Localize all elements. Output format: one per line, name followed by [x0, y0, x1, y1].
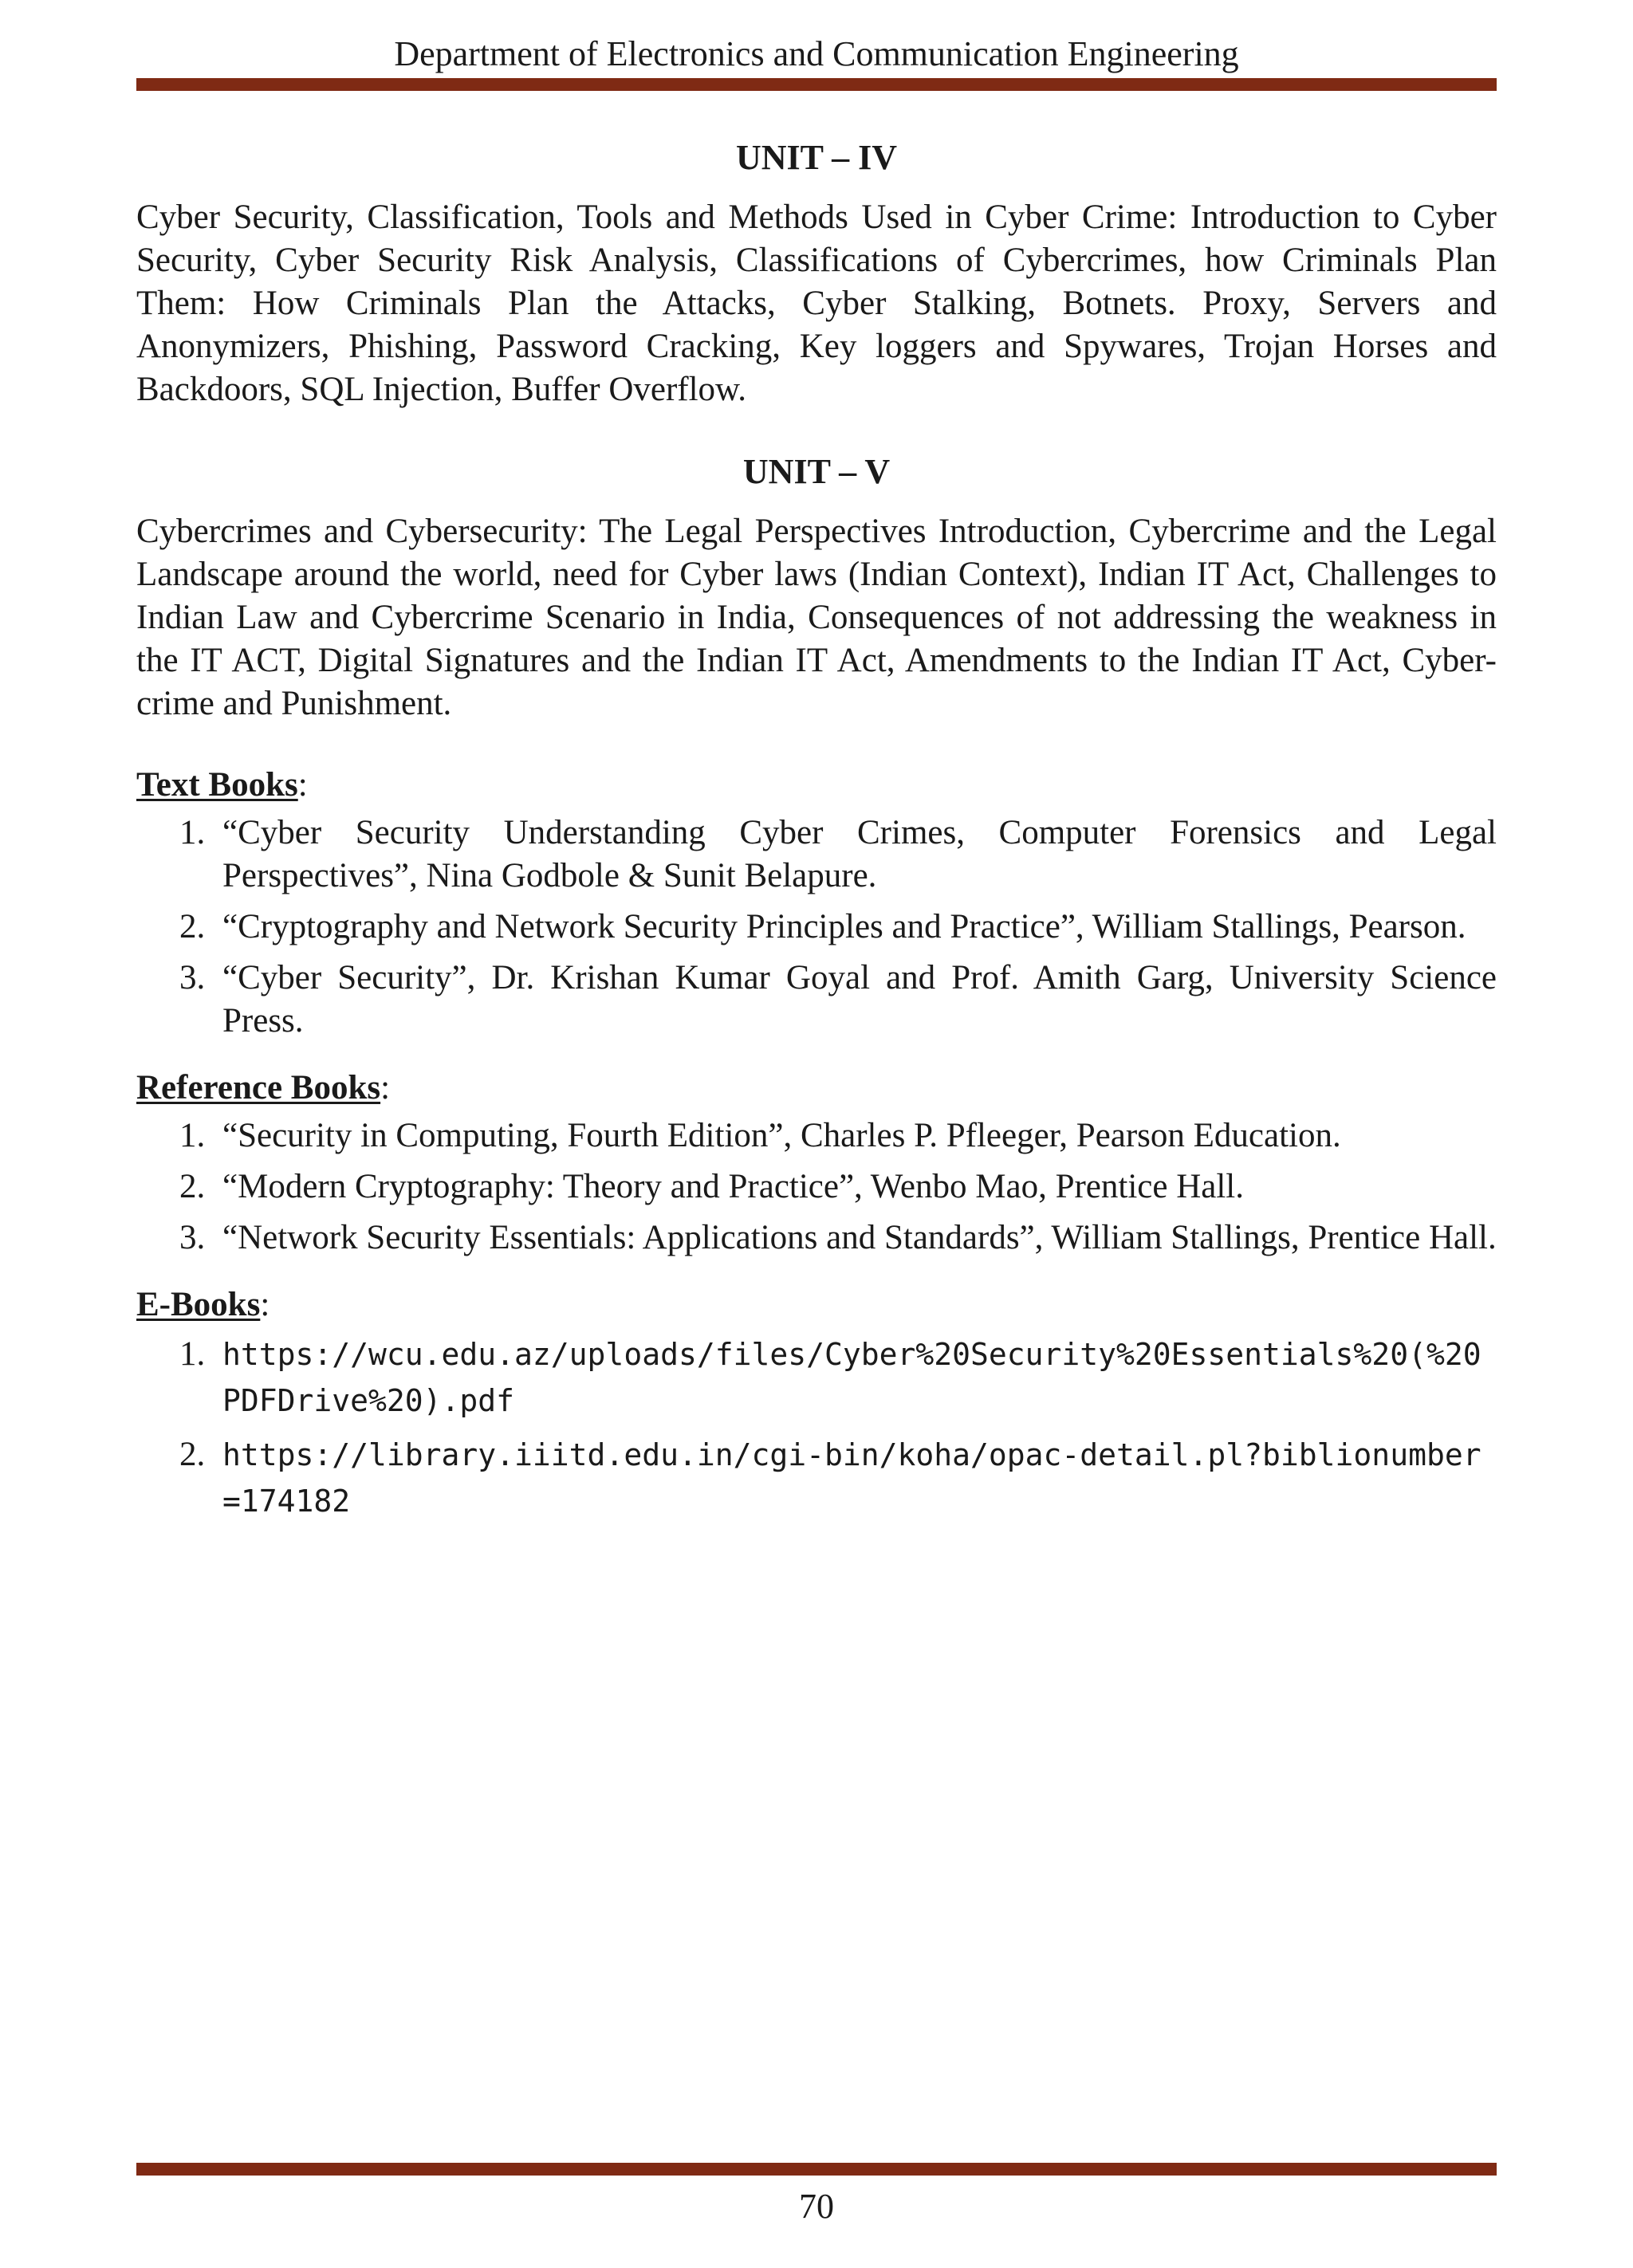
- list-item-text: “Cyber Security Understanding Cyber Crimes, Computer Forensics and Legal Perspectives”, Nina Godbole & Sunit Belapure.: [222, 814, 1497, 894]
- list-item-number: 3.: [179, 959, 206, 996]
- list-item: [136, 1165, 1497, 1209]
- unit-v-heading: UNIT – V: [742, 452, 891, 491]
- list-item-number: 3.: [179, 1219, 206, 1256]
- list-item-number: 1.: [179, 814, 206, 851]
- unit-iv-body: Cyber Security, Classification, Tools and Methods Used in Cyber Crime: Introduction to Cyber Security, Cyber Security Risk Analysis, Classifications of Cybercrimes, how Criminals Plan Them: How Criminals Plan the Attacks, Cyber Stalking, Botnets. Proxy, Servers and Anonymizers, Phishing, Password Cracking, Key loggers and Spywares, Trojan Horses and Backdoors, SQL Injection, Buffer Overflow.: [136, 198, 1497, 408]
- list-item-text: “Security in Computing, Fourth Edition”, Charles P. Pfleeger, Pearson Education.: [222, 1117, 1341, 1154]
- list-item-number: 2.: [179, 1436, 206, 1473]
- header-divider: [136, 78, 1497, 91]
- list-item: [136, 1114, 1497, 1158]
- page-content: [136, 136, 1497, 1548]
- unit-v-body: Cybercrimes and Cybersecurity: The Legal Perspectives Introduction, Cybercrime and the Legal Landscape around the world, need for Cyber laws (Indian Context), Indian IT Act, Challenges to Indian Law and Cybercrime Scenario in India, Consequences of not addressing the weakness in the IT ACT, Digital Signatures and the Indian IT Act, Amendments to the Indian IT Act, Cyber-crime and Punishment.: [136, 513, 1497, 722]
- department-header: Department of Electronics and Communication Engineering: [394, 34, 1239, 73]
- reference-books-heading: Reference Books:: [136, 1069, 391, 1106]
- e-books-list: [136, 1331, 1497, 1524]
- list-item-text: “Cyber Security”, Dr. Krishan Kumar Goyal and Prof. Amith Garg, University Science Press.: [222, 959, 1497, 1040]
- reference-books-heading-label: Reference Books: [136, 1069, 381, 1106]
- text-books-heading-label: Text Books: [136, 766, 298, 804]
- text-books-list: [136, 812, 1497, 1043]
- ebook-link[interactable]: https://library.iiitd.edu.in/cgi-bin/koha/opac-detail.pl?biblionumber=174182: [222, 1437, 1482, 1519]
- list-item-number: 2.: [179, 908, 206, 945]
- list-item-text: “Modern Cryptography: Theory and Practice”, Wenbo Mao, Prentice Hall.: [222, 1168, 1244, 1205]
- list-item: [136, 1331, 1497, 1424]
- unit-iv-heading: UNIT – IV: [735, 138, 898, 177]
- page-number: 70: [799, 2187, 834, 2226]
- list-item-number: 1.: [179, 1117, 206, 1154]
- list-item-text: “Network Security Essentials: Applications and Standards”, William Stallings, Prentice Hall.: [222, 1219, 1497, 1256]
- text-books-heading: Text Books:: [136, 766, 308, 804]
- reference-books-list: [136, 1114, 1497, 1260]
- list-item-text: “Cryptography and Network Security Principles and Practice”, William Stallings, Pearson.: [222, 908, 1466, 945]
- list-item-number: 2.: [179, 1168, 206, 1205]
- list-item: [136, 906, 1497, 949]
- footer-divider: [136, 2163, 1497, 2176]
- list-item: [136, 957, 1497, 1043]
- ebook-link[interactable]: https://wcu.edu.az/uploads/files/Cyber%20Security%20Essentials%20(%20PDFDrive%20).pdf: [222, 1337, 1482, 1418]
- list-item: [136, 812, 1497, 898]
- list-item: [136, 1217, 1497, 1260]
- e-books-heading: E-Books:: [136, 1286, 270, 1323]
- list-item: [136, 1432, 1497, 1524]
- list-item-number: 1.: [179, 1335, 206, 1373]
- e-books-heading-label: E-Books: [136, 1286, 261, 1323]
